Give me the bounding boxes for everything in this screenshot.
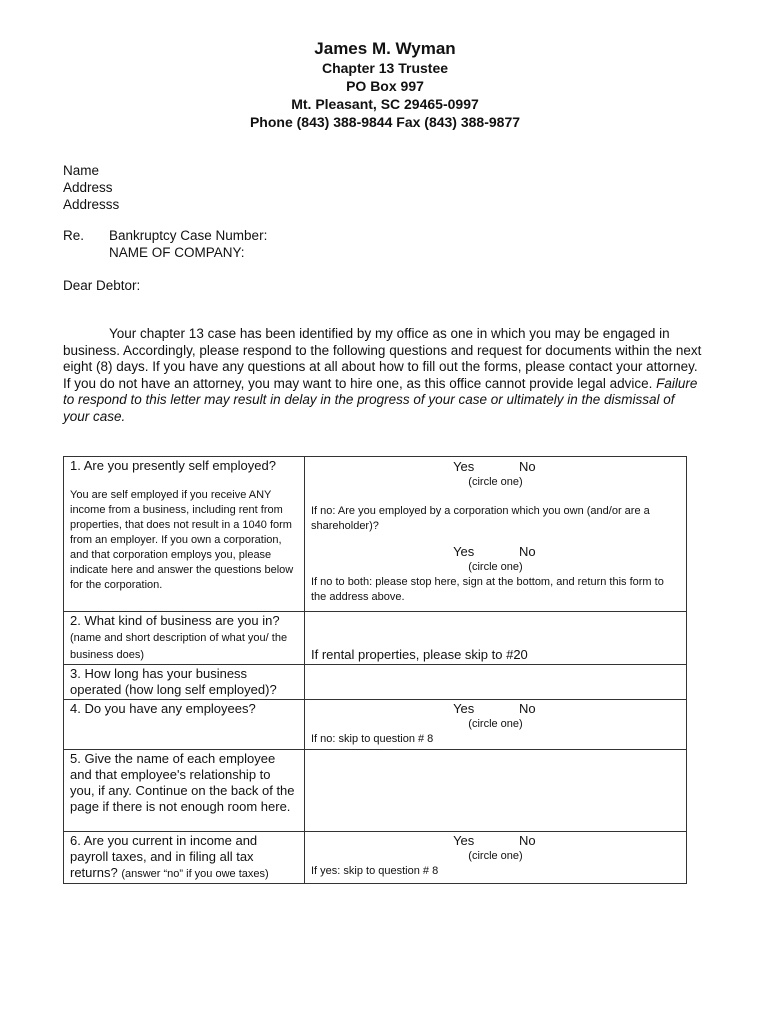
table-row	[64, 665, 687, 700]
q1b-no-option[interactable]: No	[519, 544, 536, 559]
q1-if-no-both: If no to both: please stop here, sign at the bottom, and return this form to the address above.	[311, 576, 664, 603]
case-number-label: Bankruptcy Case Number:	[109, 228, 268, 243]
salutation: Dear Debtor:	[63, 278, 141, 293]
q2-hint: (name and short description of what you/ the business does)	[70, 632, 288, 661]
city-state-zip: Mt. Pleasant, SC 29465-0997	[291, 96, 479, 112]
q4-yes-no	[311, 701, 680, 717]
body-paragraph	[63, 326, 703, 425]
body-warning-text: Failure to respond to this letter may result in delay in the progress of your case or ultimately in the dismissal of your case.	[63, 375, 698, 424]
q5-answer-cell[interactable]	[305, 750, 687, 832]
q6-hint: (answer “no” if you owe taxes)	[121, 868, 269, 880]
q5-question: 5. Give the name of each employee and that employee's relationship to you, if any. Continue on the back of the page if there is not enough room here.	[70, 751, 295, 814]
q4-yes-option[interactable]: Yes	[453, 701, 475, 716]
q3-question-cell	[64, 665, 305, 700]
q2-answer-cell[interactable]	[305, 612, 687, 665]
q6-yes-no	[311, 833, 680, 849]
q6-circle-one: (circle one)	[468, 850, 523, 862]
q2-question-cell	[64, 612, 305, 665]
q1-question-cell	[64, 457, 305, 612]
q6-no-option[interactable]: No	[519, 833, 536, 848]
addressee-address-1: Address	[63, 180, 113, 195]
q4-if-no: If no: skip to question # 8	[311, 733, 434, 745]
company-label: NAME OF COMPANY:	[109, 245, 245, 260]
trustee-name: James M. Wyman	[314, 39, 456, 58]
q5-question-cell	[64, 750, 305, 832]
q6-question: 6. Are you current in income and payroll taxes, and in filing all tax returns?	[70, 833, 258, 880]
table-row	[64, 832, 687, 884]
q1-yes-no	[311, 459, 680, 475]
q2-note: If rental properties, please skip to #20	[311, 647, 528, 662]
q6-if-yes: If yes: skip to question # 8	[311, 865, 439, 877]
q4-answer-cell	[305, 700, 687, 750]
q1b-circle-one: (circle one)	[468, 561, 523, 573]
q6-answer-cell	[305, 832, 687, 884]
q3-answer-cell[interactable]	[305, 665, 687, 700]
q4-no-option[interactable]: No	[519, 701, 536, 716]
questionnaire-table	[63, 456, 687, 884]
addressee-block	[63, 162, 119, 213]
re-label: Re.	[63, 228, 85, 243]
q1b-yes-option[interactable]: Yes	[453, 544, 475, 559]
trustee-title: Chapter 13 Trustee	[321, 60, 449, 76]
po-box: PO Box 997	[346, 78, 424, 94]
re-block	[63, 227, 268, 260]
q4-question-cell	[64, 700, 305, 750]
table-row	[64, 612, 687, 665]
q4-question: 4. Do you have any employees?	[70, 701, 256, 716]
body-main-text: Your chapter 13 case has been identified by my office as one in which you may be engaged in business. Accordingly, please respond to the following questions and request for documents within the next eight (8) days. If you have any questions at all about how to fill out the forms, please contact your attorney. If you do not have an attorney, you may want to hire one, as this office cannot provide legal advice.	[63, 326, 702, 391]
phone-fax: Phone (843) 388-9844 Fax (843) 388-9877	[249, 114, 521, 130]
q1-no-option[interactable]: No	[519, 459, 536, 474]
q4-circle-one: (circle one)	[468, 718, 523, 730]
q1-explanation: You are self employed if you receive ANY income from a business, including rent from properties, that does not result in a 1040 form from an employer. If you own a corporation, and that corporation employs you, please indicate here and answer the questions below for the corporation.	[70, 489, 294, 591]
q6-yes-option[interactable]: Yes	[453, 833, 475, 848]
q1-question: 1. Are you presently self employed?	[70, 458, 276, 473]
q2-question: 2. What kind of business are you in?	[70, 613, 280, 628]
q1-if-no: If no: Are you employed by a corporation which you own (and/or are a shareholder)?	[311, 505, 650, 532]
q1b-yes-no	[311, 544, 680, 560]
q3-question: 3. How long has your business operated (how long self employed)?	[70, 666, 277, 697]
q1-yes-option[interactable]: Yes	[453, 459, 475, 474]
q1-circle-one: (circle one)	[468, 476, 523, 488]
addressee-address-2: Addresss	[63, 197, 120, 212]
table-row	[64, 457, 687, 612]
q1-answer-cell	[305, 457, 687, 612]
letterhead	[0, 38, 770, 131]
table-row	[64, 750, 687, 832]
q6-question-cell	[64, 832, 305, 884]
addressee-name: Name	[63, 163, 100, 178]
table-row	[64, 700, 687, 750]
